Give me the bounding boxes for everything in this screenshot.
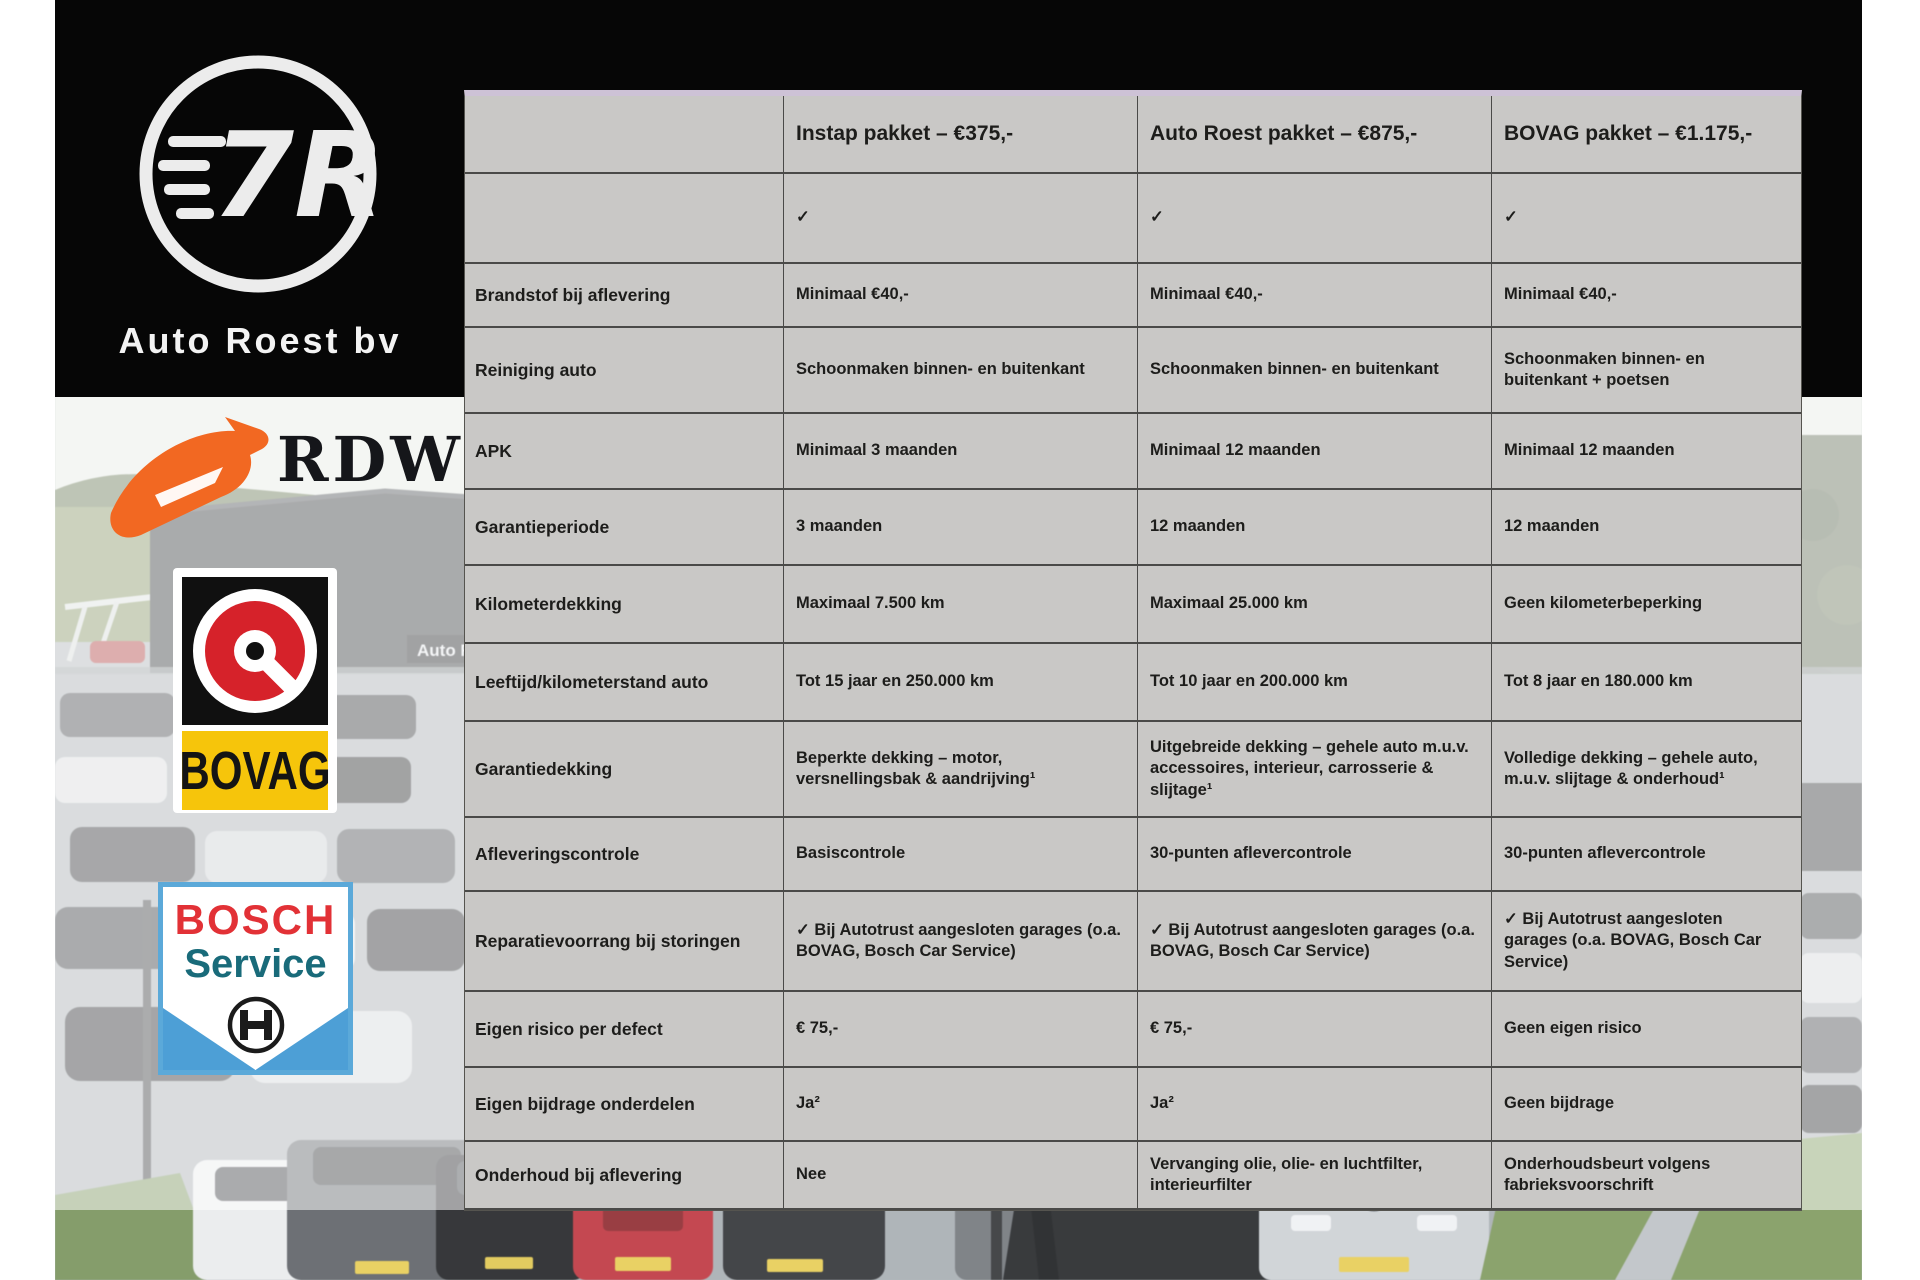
cell-value: Minimaal 3 maanden <box>783 414 1137 488</box>
package-comparison-table <box>464 90 1802 1211</box>
cell-value: Ja² <box>1137 1068 1491 1140</box>
bosch-label: BOSCH <box>174 896 337 943</box>
cell-value: Schoonmaken binnen- en buitenkant <box>1137 328 1491 412</box>
cell-value: ✓ Bij Autotrust aangesloten garages (o.a. BOVAG, Bosch Car Service) <box>1491 892 1801 990</box>
auto-roest-monogram-icon <box>128 44 388 304</box>
cell-value: Beperkte dekking – motor, versnellingsbak & aandrijving¹ <box>783 722 1137 816</box>
cell-value: Onderhoudsbeurt volgens fabrieksvoorschrift <box>1491 1142 1801 1208</box>
cell-value: ✓ <box>1137 174 1491 262</box>
row-label: APK <box>475 440 512 461</box>
header-empty-cell <box>465 96 783 172</box>
row-label: Reiniging auto <box>475 359 597 380</box>
monogram-text: 7R <box>212 106 385 244</box>
cell-value: ✓ Bij Autotrust aangesloten garages (o.a. BOVAG, Bosch Car Service) <box>783 892 1137 990</box>
cell-value: Geen kilometerbeperking <box>1491 566 1801 642</box>
table-row <box>465 490 1801 566</box>
table-row <box>465 264 1801 328</box>
row-label: Leeftijd/kilometerstand auto <box>475 671 709 692</box>
table-row <box>465 328 1801 414</box>
row-label: Afleveringscontrole <box>475 843 640 864</box>
table-header-row <box>465 96 1801 174</box>
cell-value: 3 maanden <box>783 490 1137 564</box>
table-row <box>465 1068 1801 1142</box>
photo-white-wash-bottom <box>55 1210 1862 1280</box>
cell-value: Geen bijdrage <box>1491 1068 1801 1140</box>
table-row <box>465 892 1801 992</box>
cell-value: Minimaal €40,- <box>783 264 1137 326</box>
table-row <box>465 174 1801 264</box>
rdw-logo <box>105 415 525 555</box>
bosch-service-label: Service <box>184 942 327 986</box>
rdw-label: RDW <box>277 423 464 496</box>
cell-value: Tot 8 jaar en 180.000 km <box>1491 644 1801 720</box>
row-label: Eigen bijdrage onderdelen <box>475 1093 695 1114</box>
cell-value: € 75,- <box>1137 992 1491 1066</box>
cell-value: Vervanging olie, olie- en luchtfilter, interieurfilter <box>1137 1142 1491 1208</box>
auto-roest-logo <box>128 44 388 304</box>
table-row <box>465 992 1801 1068</box>
cell-value: ✓ Bij Autotrust aangesloten garages (o.a. BOVAG, Bosch Car Service) <box>1137 892 1491 990</box>
cell-value: Volledige dekking – gehele auto, m.u.v. slijtage & onderhoud¹ <box>1491 722 1801 816</box>
table-row <box>465 1142 1801 1210</box>
row-label: Garantiedekking <box>475 758 613 779</box>
cell-value: € 75,- <box>783 992 1137 1066</box>
cell-value: 12 maanden <box>1137 490 1491 564</box>
table-row <box>465 414 1801 490</box>
cell-value: Tot 15 jaar en 250.000 km <box>783 644 1137 720</box>
row-label <box>465 174 783 262</box>
bosch-armature-icon <box>225 994 287 1056</box>
row-label: Eigen risico per defect <box>475 1018 663 1039</box>
column-header-auto-roest: Auto Roest pakket – €875,- <box>1137 96 1491 172</box>
cell-value: Maximaal 25.000 km <box>1137 566 1491 642</box>
cell-value: Nee <box>783 1142 1137 1208</box>
cell-value: Minimaal 12 maanden <box>1491 414 1801 488</box>
dealer-name: Auto Roest bv <box>118 320 402 361</box>
cell-value: ✓ <box>783 174 1137 262</box>
table-row <box>465 566 1801 644</box>
cell-value: Schoonmaken binnen- en buitenkant + poetsen <box>1491 328 1801 412</box>
bovag-yellow-band <box>179 731 331 810</box>
cell-value: 12 maanden <box>1491 490 1801 564</box>
table-row <box>465 818 1801 892</box>
cell-value: 30-punten aflevercontrole <box>1137 818 1491 890</box>
bosch-logo <box>158 882 353 1075</box>
rdw-swoosh-icon <box>105 415 275 550</box>
row-label: Garantieperiode <box>475 516 610 537</box>
bovag-label: BOVAG <box>179 740 331 801</box>
bovag-emblem-icon <box>182 577 328 725</box>
cell-value: Geen eigen risico <box>1491 992 1801 1066</box>
column-header-instap: Instap pakket – €375,- <box>783 96 1137 172</box>
row-label: Reparatievoorrang bij storingen <box>475 930 741 951</box>
cell-value: Basiscontrole <box>783 818 1137 890</box>
cell-value: 30-punten aflevercontrole <box>1491 818 1801 890</box>
cell-value: Minimaal €40,- <box>1137 264 1491 326</box>
cell-value: ✓ <box>1491 174 1801 262</box>
cell-value: Tot 10 jaar en 200.000 km <box>1137 644 1491 720</box>
column-header-bovag: BOVAG pakket – €1.175,- <box>1491 96 1801 172</box>
row-label: Brandstof bij aflevering <box>475 284 671 305</box>
cell-value: Uitgebreide dekking – gehele auto m.u.v. accessoires, interieur, carrosserie & slijtage¹ <box>1137 722 1491 816</box>
table-row <box>465 722 1801 818</box>
bovag-logo <box>173 568 337 813</box>
row-label: Onderhoud bij aflevering <box>475 1164 683 1185</box>
cell-value: Schoonmaken binnen- en buitenkant <box>783 328 1137 412</box>
table-row <box>465 644 1801 722</box>
cell-value: Maximaal 7.500 km <box>783 566 1137 642</box>
row-label: Kilometerdekking <box>475 593 622 614</box>
cell-value: Minimaal 12 maanden <box>1137 414 1491 488</box>
cell-value: Minimaal €40,- <box>1491 264 1801 326</box>
cell-value: Ja² <box>783 1068 1137 1140</box>
